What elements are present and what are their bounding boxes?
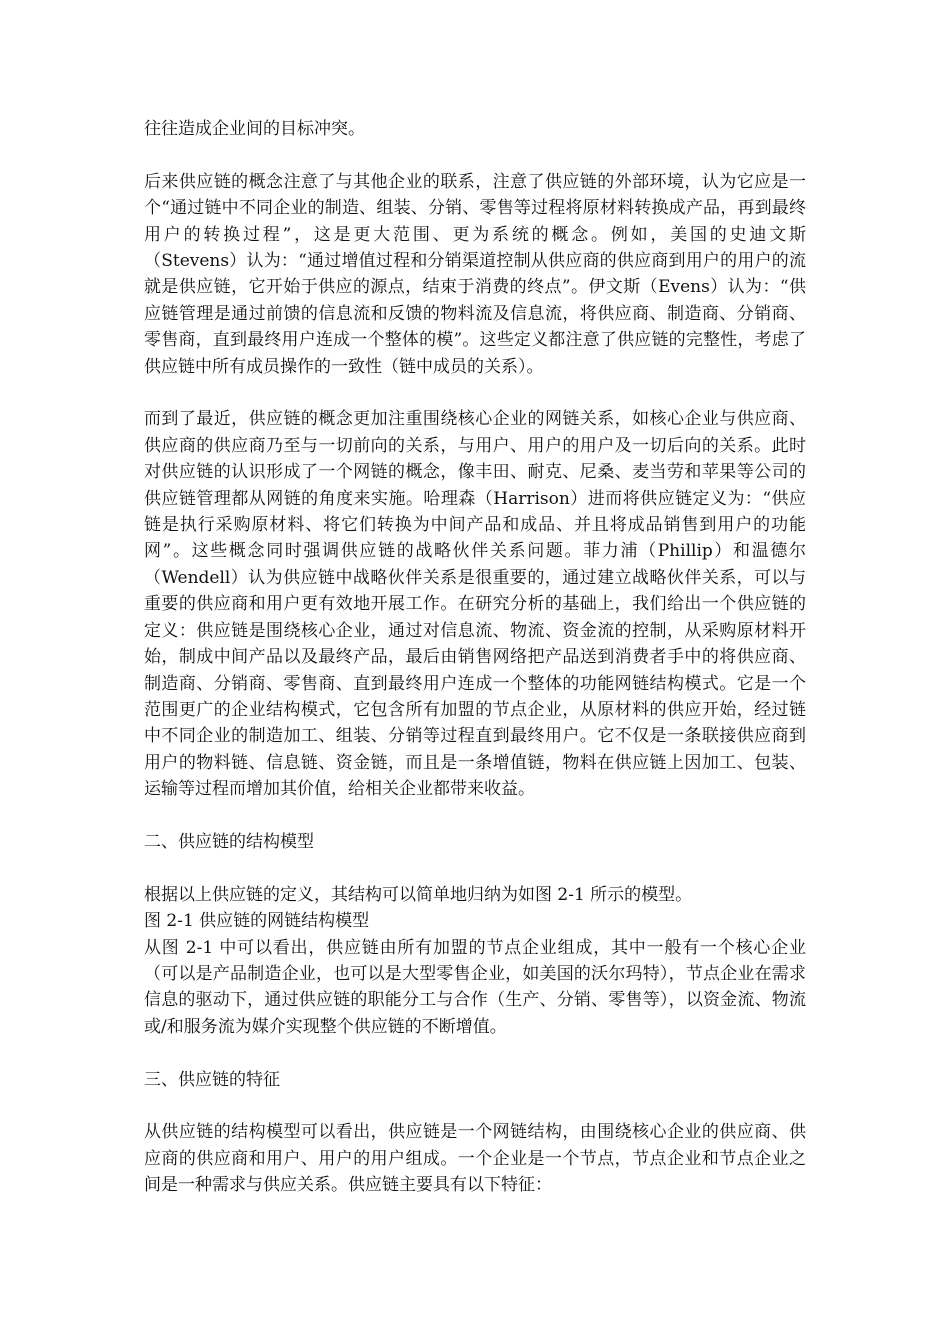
paragraph-gap <box>144 142 806 168</box>
paragraph-gap <box>144 1093 806 1119</box>
paragraph-model-explanation: 从图 2-1 中可以看出，供应链由所有加盟的节点企业组成，其中一般有一个核心企业（可以是产品制造企业，也可以是大型零售企业，如美国的沃尔玛特），节点企业在需求信息的驱动下，通过供应链的职能分工与合作（生产、分销、零售等），以资金流、物流或/和服务流为媒介实现整个供应链的不断增值。 <box>144 937 806 1037</box>
section-heading-structure-model: 二、供应链的结构模型 <box>144 831 314 852</box>
paragraph-gap <box>144 803 806 829</box>
paragraph-gap <box>144 380 806 406</box>
figure-caption: 图 2-1 供应链的网链结构模型 <box>144 911 370 932</box>
paragraph-early-definitions: 后来供应链的概念注意了与其他企业的联系，注意了供应链的外部环境，认为它应是一个“通过链中不同企业的制造、组装、分销、零售等过程将原材料转换成产品，再到最终用户的转换过程”，这是更大范围、更为系统的概念。例如，美国的史迪文斯（Stevens）认为：“通过增值过程和分销渠道控制从供应商的供应商到用户的用户的流就是供应链，它开始于供应的源点，结束于消费的终点”。伊文斯（Evens）认为：“供应链管理是通过前馈的信息流和反馈的物料流及信息流，将供应商、制造商、分销商、零售商，直到最终用户连成一个整体的模”。这些定义都注意了供应链的完整性，考虑了供应链中所有成员操作的一致性（链中成员的关系）。 <box>144 171 806 377</box>
document-page <box>144 116 806 1199</box>
paragraph-recent-definitions: 而到了最近，供应链的概念更加注重围绕核心企业的网链关系，如核心企业与供应商、供应商的供应商乃至与一切前向的关系，与用户、用户的用户及一切后向的关系。此时对供应链的认识形成了一个网链的概念，像丰田、耐克、尼桑、麦当劳和苹果等公司的供应链管理都从网链的角度来实施。哈理森（Harrison）进而将供应链定义为：“供应链是执行采购原材料、将它们转换为中间产品和成品、并且将成品销售到用户的功能网”。这些概念同时强调供应链的战略伙伴关系问题。菲力浦（Phillip）和温德尔（Wendell）认为供应链中战略伙伴关系是很重要的，通过建立战略伙伴关系，可以与重要的供应商和用户更有效地开展工作。在研究分析的基础上，我们给出一个供应链的定义：供应链是围绕核心企业，通过对信息流、物流、资金流的控制，从采购原材料开始，制成中间产品以及最终产品，最后由销售网络把产品送到消费者手中的将供应商、制造商、分销商、零售商、直到最终用户连成一个整体的功能网链结构模式。它是一个范围更广的企业结构模式，它包含所有加盟的节点企业，从原材料的供应开始，经过链中不同企业的制造加工、组装、分销等过程直到最终用户。它不仅是一条联接供应商到用户的物料链、信息链、资金链，而且是一条增值链，物料在供应链上因加工、包装、运输等过程而增加其价值，给相关企业都带来收益。 <box>144 409 806 800</box>
paragraph-model-intro: 根据以上供应链的定义，其结构可以简单地归纳为如图 2-1 所示的模型。 <box>144 884 693 905</box>
paragraph-characteristics: 从供应链的结构模型可以看出，供应链是一个网链结构，由围绕核心企业的供应商、供应商的供应商和用户、用户的用户组成。一个企业是一个节点，节点企业和节点企业之间是一种需求与供应关系。供应链主要具有以下特征： <box>144 1122 806 1196</box>
section-heading-characteristics: 三、供应链的特征 <box>144 1069 280 1090</box>
paragraph-gap <box>144 1040 806 1066</box>
paragraph-intro: 往往造成企业间的目标冲突。 <box>144 119 365 139</box>
paragraph-gap <box>144 855 806 881</box>
